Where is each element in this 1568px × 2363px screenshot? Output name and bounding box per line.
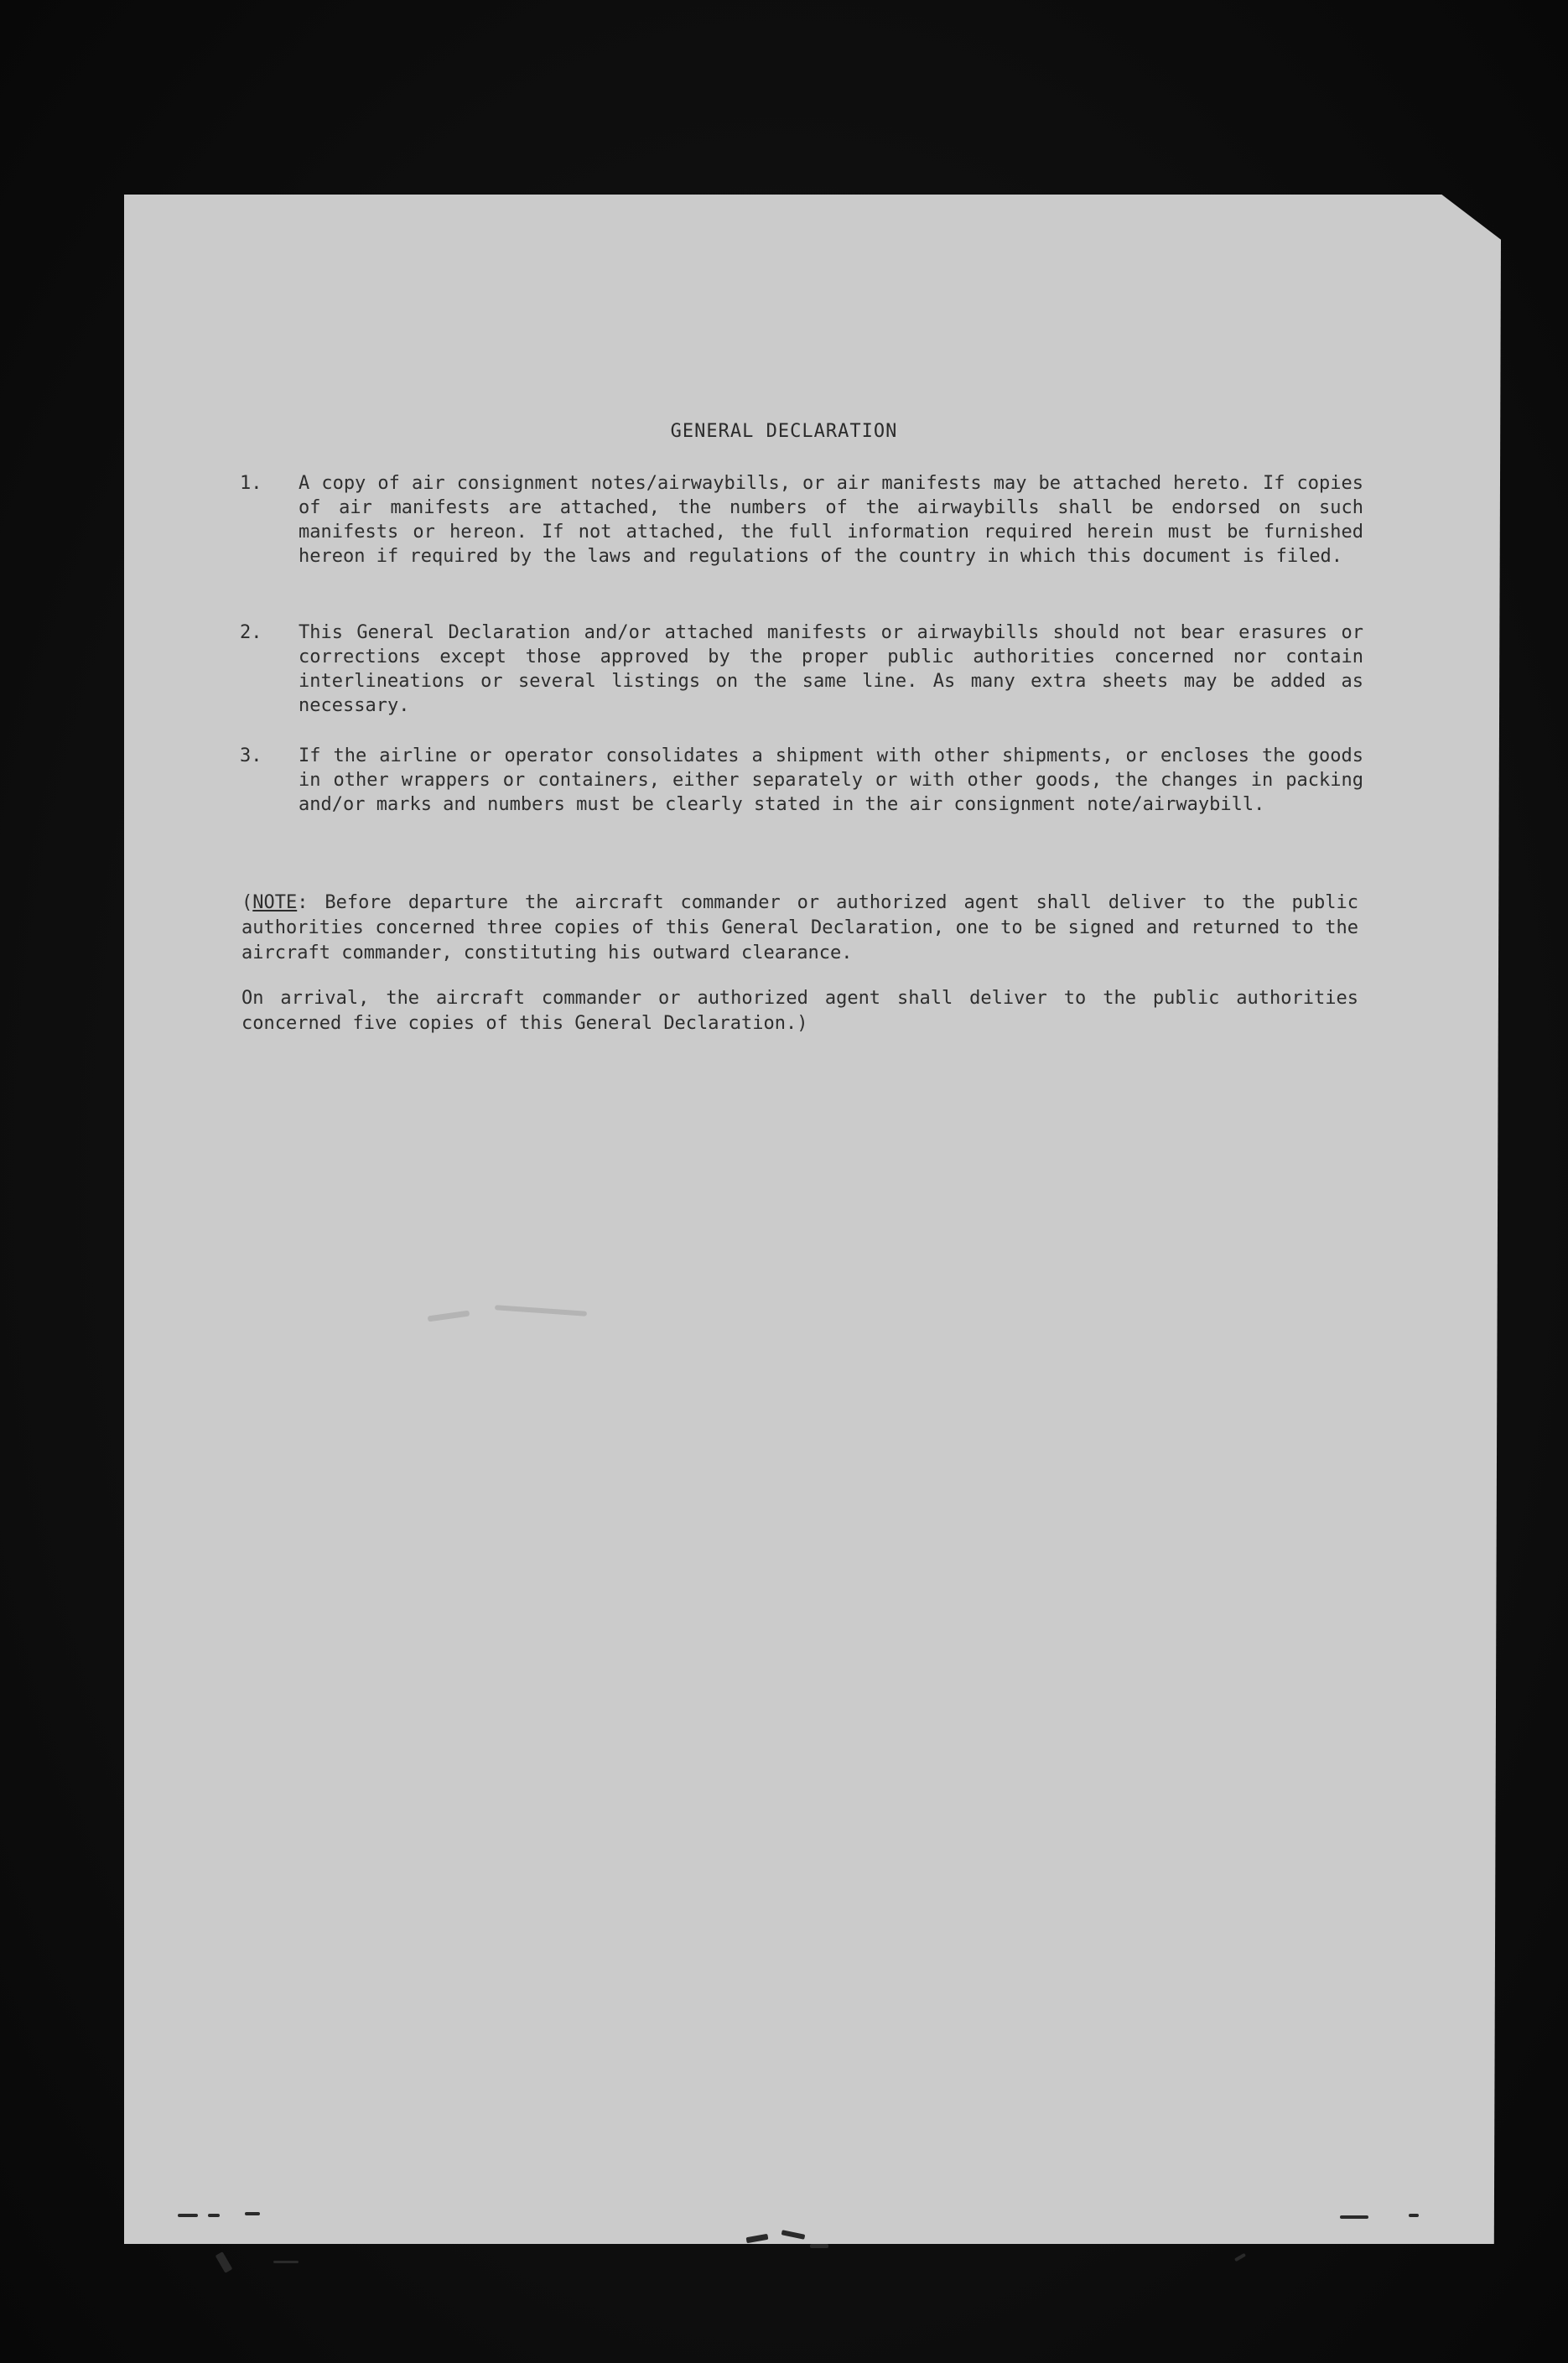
item-number: 2.: [240, 622, 262, 643]
item-number: 3.: [240, 745, 262, 766]
note-open-paren: (: [241, 892, 253, 913]
note-colon: :: [297, 892, 309, 913]
instruction-item-3: [240, 744, 1363, 817]
instruction-item-2: [240, 621, 1363, 718]
departure-note: [241, 891, 1358, 966]
note-label: NOTE: [252, 892, 298, 913]
document-title: GENERAL DECLARATION: [670, 421, 898, 442]
scan-edge-mark: [178, 2214, 198, 2217]
item-number: 1.: [240, 473, 262, 494]
instruction-item-1: [240, 471, 1363, 569]
item-text: A copy of air consignment notes/airwaybills, or air manifests may be attached hereto. If copies of air manifests are attached, the numbers of the airwaybills shall be endorsed on such manifests or hereon. If not attached, the full information required herein must be furnished hereon if required by the laws and regulations of the country in which this document is filed.: [299, 473, 1363, 567]
scan-edge-mark: [245, 2212, 260, 2215]
item-text: If the airline or operator consolidates a shipment with other shipments, or encloses the goods in other wrappers or containers, either separately or with other goods, the changes in packing and/or marks and numbers must be clearly stated in the air consignment note/airwaybill.: [299, 745, 1363, 815]
scan-edge-mark: [810, 2244, 828, 2248]
arrival-note: On arrival, the aircraft commander or authorized agent shall deliver to the public authorities concerned five copies of this General Declaration.): [241, 988, 1358, 1034]
scan-edge-mark: [1340, 2215, 1368, 2219]
scan-edge-mark: [208, 2214, 220, 2217]
scan-edge-mark: [273, 2261, 299, 2263]
scan-edge-mark: [1409, 2214, 1419, 2217]
item-text: This General Declaration and/or attached manifests or airwaybills should not bear erasures or corrections except those approved by the proper public authorities concerned nor contain interlineations or several listings on the same line. As many extra sheets may be added as necessary.: [299, 622, 1363, 716]
note-text: Before departure the aircraft commander or authorized agent shall deliver to the public authorities concerned three copies of this General Declaration, one to be signed and returned to the aircraft commander, constituting his outward clearance.: [241, 892, 1358, 963]
